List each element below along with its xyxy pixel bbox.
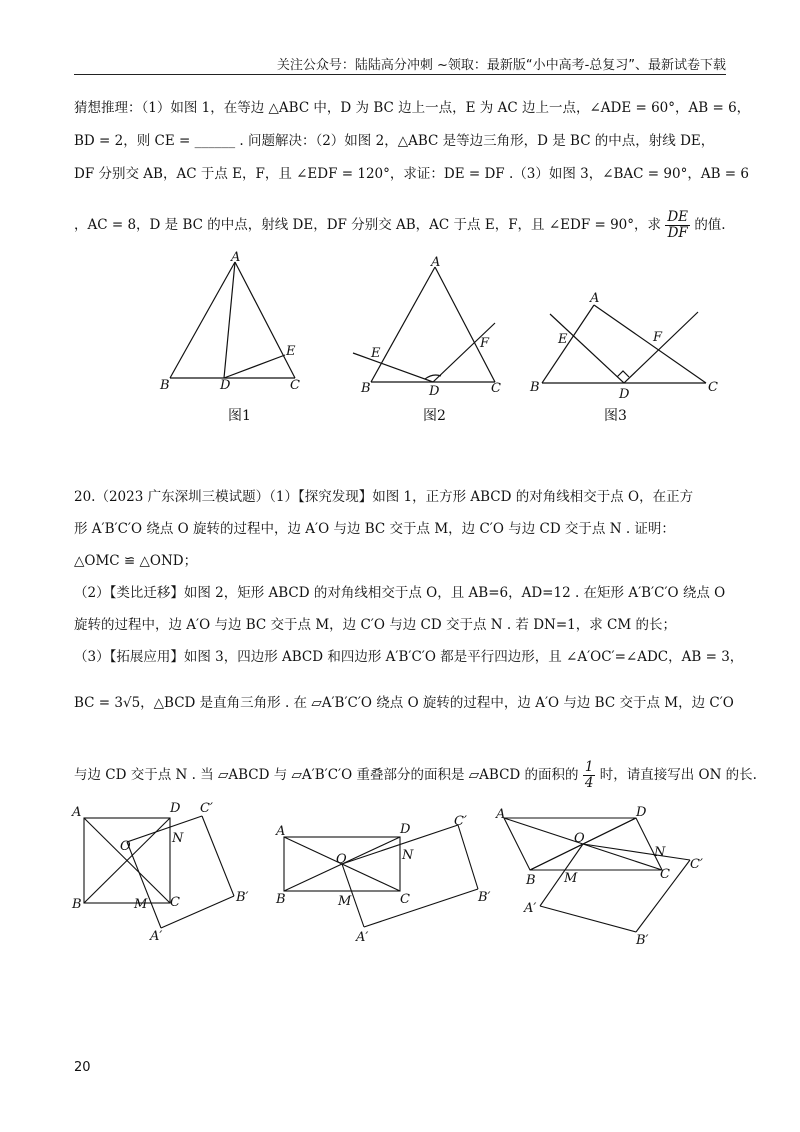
label-d: D bbox=[220, 378, 231, 393]
label-a: A bbox=[431, 255, 441, 270]
figure-parallelogram-rotation bbox=[490, 805, 710, 948]
label-b: B bbox=[160, 378, 170, 393]
label-c: C bbox=[290, 378, 300, 393]
label-d: D bbox=[619, 387, 630, 402]
label-o: O bbox=[120, 839, 131, 854]
label-d: D bbox=[400, 822, 411, 837]
label-c-prime: C′ bbox=[690, 857, 703, 872]
q20-line-8b: 时，请直接写出 ON 的长. bbox=[599, 767, 757, 783]
label-b: B bbox=[526, 873, 536, 888]
label-e: E bbox=[286, 344, 296, 359]
caption-fig-2: 图2 bbox=[423, 408, 446, 424]
q20-line-7: BC = 3√5，△BCD 是直角三角形 . 在 ▱A′B′C′O 绕点 O 旋转的过程中，边 A′O 与边 BC 交于点 M，边 C′O bbox=[74, 695, 734, 711]
fraction-numerator: 1 bbox=[584, 759, 594, 775]
q20-line-2: 形 A′B′C′O 绕点 O 旋转的过程中，边 A′O 与边 BC 交于点 M，边 C′O 与边 CD 交于点 N . 证明： bbox=[74, 521, 675, 537]
label-c: C bbox=[708, 380, 718, 395]
label-a-prime: A′ bbox=[524, 901, 537, 916]
label-c-prime: C′ bbox=[200, 801, 213, 816]
q19-line-3: DF 分别交 AB，AC 于点 E，F，且 ∠EDF = 120°，求证：DE = DF .（3）如图 3，∠BAC = 90°，AB = 6 bbox=[74, 166, 749, 182]
fraction-one-quarter bbox=[583, 760, 596, 791]
figure-rectangle-rotation bbox=[272, 815, 502, 945]
caption-fig-3: 图3 bbox=[604, 408, 627, 424]
label-e: E bbox=[558, 332, 568, 347]
figure-square-rotation bbox=[66, 798, 266, 948]
label-c: C bbox=[170, 895, 180, 910]
label-b-prime: B′ bbox=[636, 933, 649, 948]
label-a: A bbox=[496, 807, 506, 822]
header-rule bbox=[74, 74, 726, 75]
q20-line-1: 20.（2023 广东深圳三模试题）（1）【探究发现】如图 1，正方形 ABCD 的对角线相交于点 O，在正方 bbox=[74, 489, 694, 505]
q19-line-2: BD = 2，则 CE = ______ . 问题解决：（2）如图 2，△ABC 是等边三角形，D 是 BC 的中点，射线 DE， bbox=[74, 133, 715, 149]
label-c: C bbox=[400, 892, 410, 907]
label-b: B bbox=[361, 381, 371, 396]
label-b-prime: B′ bbox=[236, 890, 249, 905]
label-f: F bbox=[480, 336, 490, 351]
fraction-denominator: DF bbox=[667, 225, 688, 241]
q20-line-8 bbox=[74, 760, 757, 791]
q19-line-4 bbox=[74, 210, 726, 241]
fraction-de-df bbox=[665, 210, 690, 241]
label-a: A bbox=[276, 824, 286, 839]
label-c-prime: C′ bbox=[454, 814, 467, 829]
q20-line-6: （3）【拓展应用】如图 3，四边形 ABCD 和四边形 A′B′C′O 都是平行四边形，且 ∠A′OC′=∠ADC，AB = 3， bbox=[74, 649, 744, 665]
label-f: F bbox=[653, 330, 663, 345]
label-b: B bbox=[530, 380, 540, 395]
page-header: 关注公众号：陆陆高分冲刺 ~领取：最新版“小中高考-总复习”、最新试卷下载 bbox=[276, 58, 726, 73]
q19-line-1: 猜想推理：（1）如图 1，在等边 △ABC 中，D 为 BC 边上一点，E 为 AC 边上一点，∠ADE = 60°，AB = 6， bbox=[74, 100, 751, 116]
figure-1 bbox=[160, 250, 310, 395]
label-e: E bbox=[371, 346, 381, 361]
q20-line-8a: 与边 CD 交于点 N . 当 ▱ABCD 与 ▱A′B′C′O 重叠部分的面积是 ▱ABCD 的面积的 bbox=[74, 767, 579, 783]
label-o: O bbox=[336, 852, 347, 867]
label-b-prime: B′ bbox=[478, 890, 491, 905]
label-m: M bbox=[134, 897, 148, 912]
q20-line-5: 旋转的过程中，边 A′O 与边 BC 交于点 M，边 C′O 与边 CD 交于点 N . 若 DN=1，求 CM 的长； bbox=[74, 617, 676, 633]
q19-line-4a: ，AC = 8，D 是 BC 的中点，射线 DE，DF 分别交 AB，AC 于点 E，F，且 ∠EDF = 90°，求 bbox=[74, 217, 662, 233]
label-o: O bbox=[574, 831, 585, 846]
fraction-denominator: 4 bbox=[584, 775, 594, 791]
label-m: M bbox=[564, 871, 578, 886]
label-n: N bbox=[654, 845, 666, 860]
figure-3 bbox=[528, 290, 718, 400]
label-b: B bbox=[72, 897, 82, 912]
label-a-prime: A′ bbox=[356, 930, 369, 945]
q19-line-4b: 的值. bbox=[694, 217, 726, 233]
label-c: C bbox=[491, 381, 501, 396]
label-b: B bbox=[276, 892, 286, 907]
figure-2 bbox=[345, 255, 515, 399]
page-number: 20 bbox=[74, 1060, 91, 1075]
caption-fig-1: 图1 bbox=[228, 408, 251, 424]
label-a: A bbox=[231, 250, 241, 265]
label-d: D bbox=[636, 805, 647, 820]
q20-line-4: （2）【类比迁移】如图 2，矩形 ABCD 的对角线相交于点 O，且 AB=6，AD=12 . 在矩形 A′B′C′O 绕点 O bbox=[74, 585, 726, 601]
label-m: M bbox=[338, 894, 352, 909]
fraction-numerator: DE bbox=[667, 209, 689, 225]
label-a-prime: A′ bbox=[150, 929, 163, 944]
label-a: A bbox=[72, 805, 82, 820]
label-n: N bbox=[402, 848, 414, 863]
label-n: N bbox=[172, 831, 184, 846]
label-d: D bbox=[429, 384, 440, 399]
label-d: D bbox=[170, 801, 181, 816]
label-a: A bbox=[590, 291, 600, 306]
label-c: C bbox=[660, 867, 670, 882]
q20-line-3: △OMC ≌ △OND； bbox=[74, 553, 198, 569]
